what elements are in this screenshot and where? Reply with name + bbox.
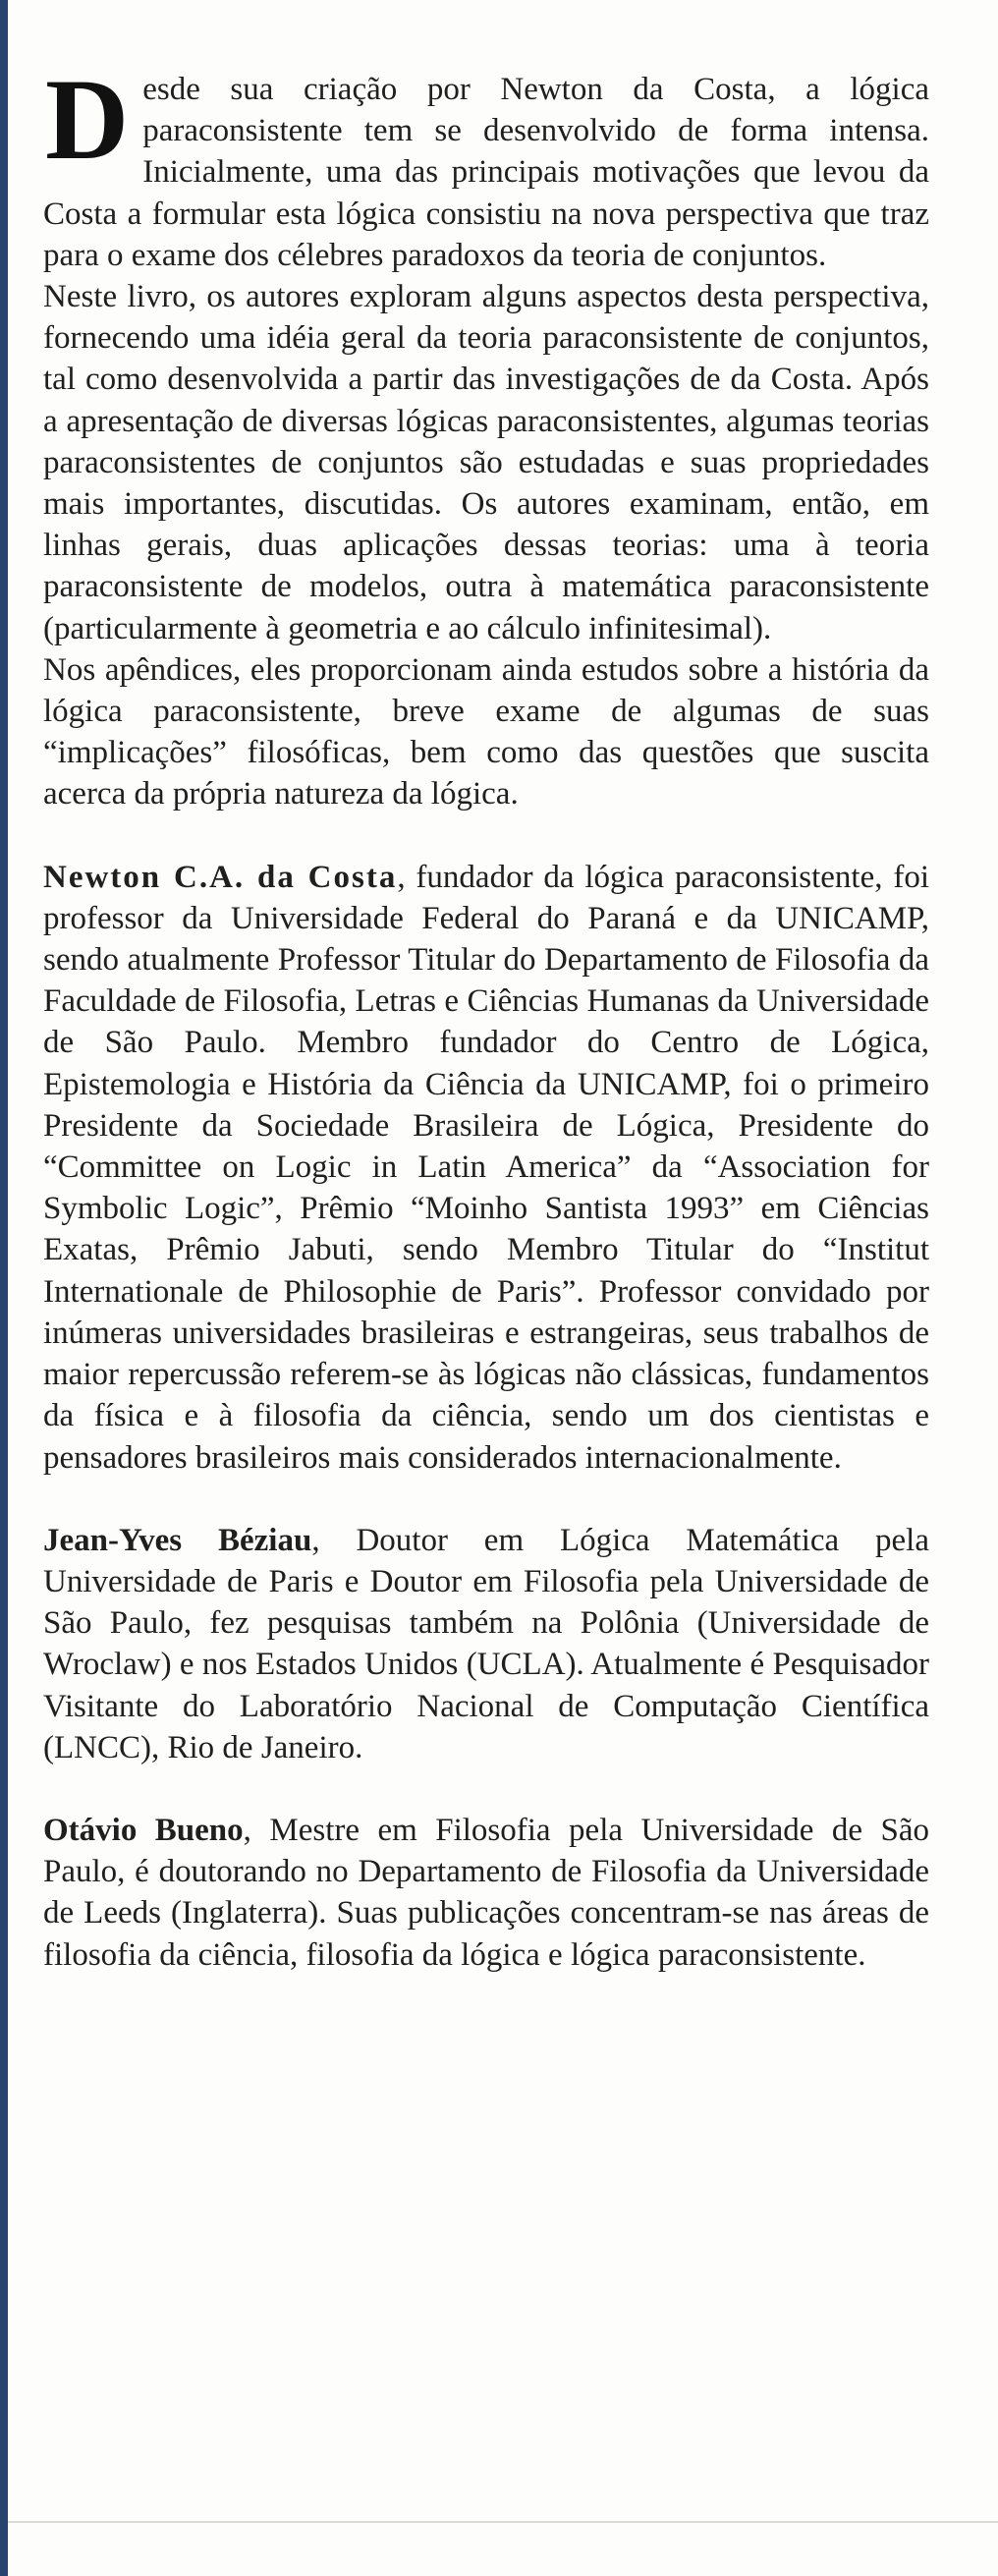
cover-edge-band [0, 0, 8, 2576]
bio-otavio-bueno [43, 1810, 929, 1976]
bottom-divider [8, 2521, 998, 2523]
author-name-jean-yves-beziau: Jean-Yves Béziau [43, 1522, 312, 1558]
back-cover-text [43, 55, 930, 1976]
bio-text-otavio-bueno: , Mestre em Filosofia pela Universidade de São Paulo, é doutorando no Departamento de Filosofia da Universidade de Leeds (Inglaterra). Suas publicações concentram-se nas áreas de filosofia da ciência, filosofia da lógica e lógica paraconsistente. [43, 1812, 929, 1973]
section-gap [43, 1768, 929, 1810]
author-name-otavio-bueno: Otávio Bueno [43, 1812, 244, 1848]
bio-jean-yves-beziau [43, 1520, 929, 1768]
bio-text-newton-da-costa: , fundador da lógica paraconsistente, foi professor da Universidade Federal do Paraná e da UNICAMP, sendo atualmente Professor Titular do Departamento de Filosofia da Faculdade de Filosofia, Letras e Ciências Humanas da Universidade de São Paulo. Membro fundador do Centro de Lógica, Epistemologia e História da Ciência da UNICAMP, foi o primeiro Presidente da Sociedade Brasileira de Lógica, Presidente do “Committee on Logic in Latin America” da “Association for Symbolic Logic”, Prêmio “Moinho Santista 1993” em Ciências Exatas, Prêmio Jabuti, sendo Membro Titular do “Institut Internationale de Philosophie de Paris”. Professor convidado por inúmeras universidades brasileiras e estrangeiras, seus trabalhos de maior repercussão referem-se às lógicas não clássicas, fundamentos da física e à filosofia da ciência, sendo um dos cientistas e pensadores brasileiros mais considerados internacionalmente. [43, 859, 929, 1476]
intro-paragraph-1 [43, 55, 929, 276]
section-gap [43, 815, 929, 857]
bio-newton-da-costa [43, 857, 929, 1479]
intro-paragraph-1-text: esde sua criação por Newton da Costa, a lógica paraconsistente tem se desenvolvido de forma intensa. Inicialmente, uma das principais motivações que levou da Costa a formular esta lógica consistiu na nova perspectiva que traz para o exame dos célebres paradoxos da teoria de conjuntos. [43, 72, 929, 273]
intro-paragraph-2: Neste livro, os autores exploram alguns aspectos desta perspectiva, fornecendo uma idéia geral da teoria paraconsistente de conjuntos, tal como desenvolvida a partir das investigações de da Costa. Após a apresentação de diversas lógicas paraconsistentes, algumas teorias paraconsistentes de conjuntos são estudadas e suas propriedades mais importantes, discutidas. Os autores examinam, então, em linhas gerais, duas aplicações dessas teorias: uma à teoria paraconsistente de modelos, outra à matemática paraconsistente (particularmente à geometria e ao cálculo infinitesimal). [43, 279, 929, 646]
section-gap [43, 1479, 929, 1520]
drop-cap-letter: D [45, 55, 130, 184]
intro-paragraph-3: Nos apêndices, eles proporcionam ainda estudos sobre a história da lógica paraconsistente, breve exame de algumas de suas “implicações” filosóficas, bem como das questões que suscita acerca da própria natureza da lógica. [43, 651, 929, 812]
author-name-newton-da-costa: Newton C.A. da Costa [43, 859, 398, 895]
bio-text-jean-yves-beziau: , Doutor em Lógica Matemática pela Universidade de Paris e Doutor em Filosofia pela Universidade de São Paulo, fez pesquisas também na Polônia (Universidade de Wroclaw) e nos Estados Unidos (UCLA). Atualmente é Pesquisador Visitante do Laboratório Nacional de Computação Científica (LNCC), Rio de Janeiro. [43, 1522, 930, 1765]
